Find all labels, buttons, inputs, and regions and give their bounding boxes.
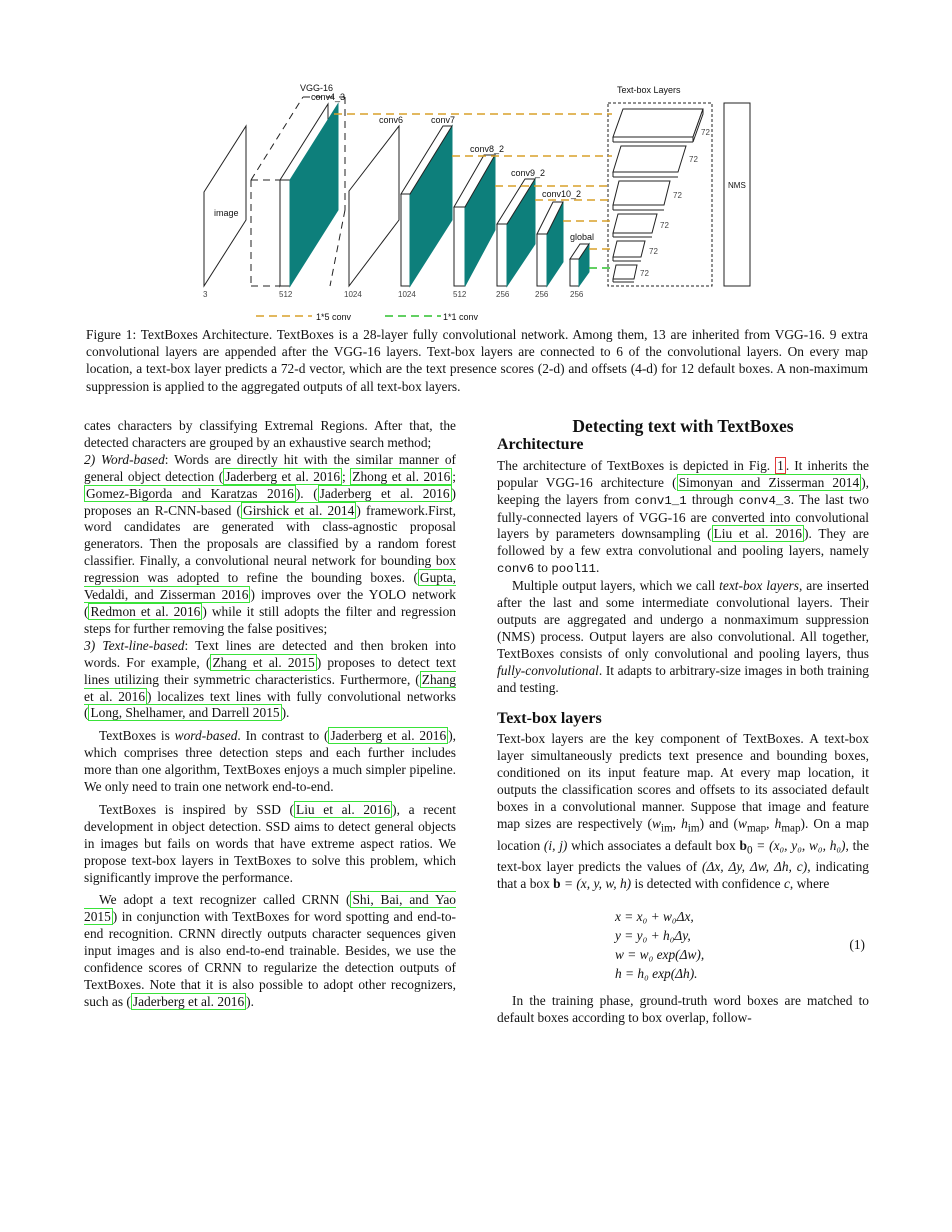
channel-label: 1024	[344, 290, 362, 299]
image-slab	[204, 126, 246, 286]
label-conv6: conv6	[379, 115, 404, 125]
label-textbox-layers: Text-box Layers	[617, 85, 681, 95]
label-nms: NMS	[728, 181, 746, 190]
label-conv8-2: conv8_2	[470, 144, 505, 154]
label-global: global	[570, 232, 595, 242]
citation-link[interactable]: Redmon et al. 2016	[90, 603, 201, 619]
channel-label: 512	[279, 290, 293, 299]
global-front	[570, 259, 579, 286]
channel-label: 1024	[398, 290, 416, 299]
nms-box	[724, 103, 750, 286]
paragraph: Multiple output layers, which we call text-box layers, are inserted after the last and some intermediate convolutional layers. Their outputs are aggregated and undergo a nonmaximum suppression (NMS) process. Output layers are also convolutional. All together, TextBoxes consists of only convolutional and pooling layers, thus fully-convolutional. It adapts to arbitrary-size images in both training and testing.	[497, 578, 870, 695]
label-conv7: conv7	[431, 115, 456, 125]
textbox-slab-4	[613, 214, 657, 233]
channel-label: 3	[203, 290, 208, 299]
equation-line: h = h₀ exp(Δh).	[615, 965, 698, 981]
paragraph-text-line-based: 3) Text-line-based: Text lines are detected and then broken into words. For example, ( Zhang et al. 2015 ) proposes to detect text lines utilizing their symmetric characteristics. Furthermore, ( Zhang et al. 2016 ) localizes text lines with fully convolutional networks ( Long, Shelhamer, and Darrell 2015 ).	[84, 637, 456, 721]
textbox-channel-label: 72	[660, 221, 669, 230]
citation-link[interactable]: Girshick et al. 2014	[243, 502, 355, 518]
legend-1x1: 1*1 conv	[443, 312, 479, 322]
textbox-channel-label: 72	[673, 191, 682, 200]
paragraph: We adopt a text recognizer called CRNN ( Shi, Bai, and Yao 2015 ) in conjunction with TextBoxes for word spotting and end-to-end recognition. CRNN directly outputs character sequences given input images and is also end-to-end trainable. Besides, we use the confidence scores of CRNN to regularize the detection outputs of TextBoxes. Note that it is also possible to adopt other recognizers, such as ( Jaderberg et al. 2016 ).	[84, 892, 456, 1009]
citation-link[interactable]: Gomez-Bigorda and Karatzas 2016	[86, 485, 294, 501]
conv10-2-front	[537, 234, 547, 286]
textbox-channel-label: 72	[640, 269, 649, 278]
citation-link[interactable]: Jaderberg et al. 2016	[132, 993, 245, 1009]
citation-link[interactable]: Zhang et al. 2015	[212, 654, 315, 670]
textbox-slab-3	[613, 181, 670, 205]
citation-link[interactable]: Zhong et al. 2016	[352, 468, 451, 484]
paragraph: TextBoxes is word-based. In contrast to ( Jaderberg et al. 2016 ), which comprises three detection steps and each further includes more than one algorithm, TextBoxes enjoys a much simpler pipeline. We only need to train one network end-to-end.	[84, 728, 456, 795]
list-heading: 2) Word-based	[84, 451, 165, 467]
paragraph: In the training phase, ground-truth word boxes are matched to default boxes according to box overlap, follow-	[497, 992, 869, 1025]
section-title: Detecting text with TextBoxes	[572, 416, 794, 436]
list-heading: 3) Text-line-based	[84, 637, 185, 653]
equation-number: (1)	[849, 936, 865, 952]
conv9-2-front	[497, 224, 507, 286]
textbox-slab-1	[613, 109, 703, 137]
paragraph: Text-box layers are the key component of TextBoxes. A text-box layer simultaneously predicts text presence and bounding boxes, conditioned on its input feature map. At every map location, it outputs the classification scores and offsets to its associated default boxes in a convolutional manner. Suppose that image and feature map sizes are respectively ($w_{im}$, $h_{im}$) and ($w_{map}$, $h_{map}$). On a map location (i, j) which associates a default box $b_0 = (x_0$, y₀, w₀, h₀), the text-box layer predicts the values of (Δx, Δy, Δw, Δh, c), indicating that a box b = (x, y, w, h) is detected with confidence c, where	[497, 731, 870, 891]
citation-link[interactable]: Zhang et al. 2016	[84, 671, 456, 704]
label-conv9-2: conv9_2	[511, 168, 546, 178]
textbox-slab-2	[613, 146, 686, 172]
textbox-slab-6	[613, 265, 637, 279]
subsection-title: Text-box layers	[497, 709, 602, 727]
conv6-front	[349, 126, 399, 286]
label-conv10-2: conv10_2	[542, 189, 582, 199]
citation-link[interactable]: Liu et al. 2016	[713, 526, 802, 542]
right-column	[497, 418, 869, 1027]
textbox-channel-label: 72	[689, 155, 698, 164]
figure-ref-link[interactable]: 1	[777, 457, 784, 473]
paragraph: TextBoxes is inspired by SSD ( Liu et al. 2016 ), a recent development in object detection. SSD aims to detect general objects in images but fails on words that have extreme aspect ratios. We propose text-box layers in TextBoxes to solve this problem, which significantly improve the performance.	[84, 801, 456, 885]
channel-label: 256	[535, 290, 549, 299]
label-conv4-3: conv4_3	[311, 92, 346, 102]
legend-1x5: 1*5 conv	[316, 312, 352, 322]
citation-link[interactable]: Shi, Bai, and Yao 2015	[84, 892, 456, 925]
citation-link[interactable]: Simonyan and Zisserman 2014	[678, 474, 860, 490]
equation-line: x = x₀ + w₀Δx,	[615, 908, 694, 924]
channel-label: 512	[453, 290, 467, 299]
equation-line: y = y₀ + h₀Δy,	[615, 927, 691, 943]
conv7-front	[401, 194, 410, 286]
subsection-title: Architecture	[497, 435, 584, 453]
citation-link[interactable]: Jaderberg et al. 2016	[319, 485, 450, 501]
citation-link[interactable]: Gupta, Vedaldi, and Zisserman 2016	[84, 570, 456, 603]
citation-link[interactable]: Jaderberg et al. 2016	[330, 728, 447, 744]
channel-label: 256	[570, 290, 584, 299]
citation-link[interactable]: Jaderberg et al. 2016	[225, 468, 341, 484]
paragraph-word-based: 2) Word-based: Words are directly hit with the similar manner of general object detection ( Jaderberg et al. 2016 ; Zhong et al. 2016 ; Gomez-Bigorda and Karatzas 2016 ). ( Jaderberg et al. 2016 ) proposes an R-CNN-based ( Girshick et al. 2014 ) framework.First, word candidates are generated with class-agnostic proposal generators. Then the proposals are classified by a random forest classifier. Finally, a convolutional neural network for bounding box regression was adopted to refine the bounding boxes. ( Gupta, Vedaldi, and Zisserman 2016 ) improves over the YOLO network ( Redmon et al. 2016 ) while it still adopts the filter and regression steps for further removing the false positives;	[84, 451, 457, 636]
figure-caption: Figure 1: TextBoxes Architecture. TextBoxes is a 28-layer fully convolutional network. Among them, 13 are inherited from VGG-16. 9 extra convolutional layers are appended after the VGG-16 layers. Text-box layers are connected to 6 of the convolutional layers. On every map location, a text-box layer predicts a 72-d vector, which are the text presence scores (2-d) and offsets (4-d) for 12 default boxes. A non-maximum suppression is applied to the aggregated outputs of all text-box layers.	[86, 327, 868, 394]
citation-link[interactable]: Long, Shelhamer, and Darrell 2015	[90, 705, 280, 721]
textbox-channel-label: 72	[701, 128, 710, 137]
channel-label: 256	[496, 290, 510, 299]
left-column	[84, 418, 456, 1011]
label-vgg: VGG-16	[300, 83, 334, 93]
textbox-slab-5	[613, 241, 645, 257]
paragraph: The architecture of TextBoxes is depicted in Fig. 1 . It inherits the popular VGG-16 architecture ( Simonyan and Zisserman 2014 ), keeping the layers from conv1_1 through conv4_3. The last two fully-connected layers of VGG-16 are converted into convolutional layers by parameters downsampling ( Liu et al. 2016 ). They are followed by a few extra convolutional and pooling layers, namely conv6 to pool11.	[497, 457, 870, 577]
conv8-2-front	[454, 207, 465, 286]
equation-1	[497, 907, 869, 987]
paragraph: cates characters by classifying Extremal Regions. After that, the detected characters are grouped by an exhaustive search method;	[84, 418, 456, 450]
conv4-3-side	[280, 180, 290, 286]
equation-line: w = w₀ exp(Δw),	[615, 946, 705, 962]
label-image: image	[214, 208, 239, 218]
architecture-figure	[0, 0, 952, 325]
textbox-channel-label: 72	[649, 247, 658, 256]
citation-link[interactable]: Liu et al. 2016	[296, 801, 391, 817]
